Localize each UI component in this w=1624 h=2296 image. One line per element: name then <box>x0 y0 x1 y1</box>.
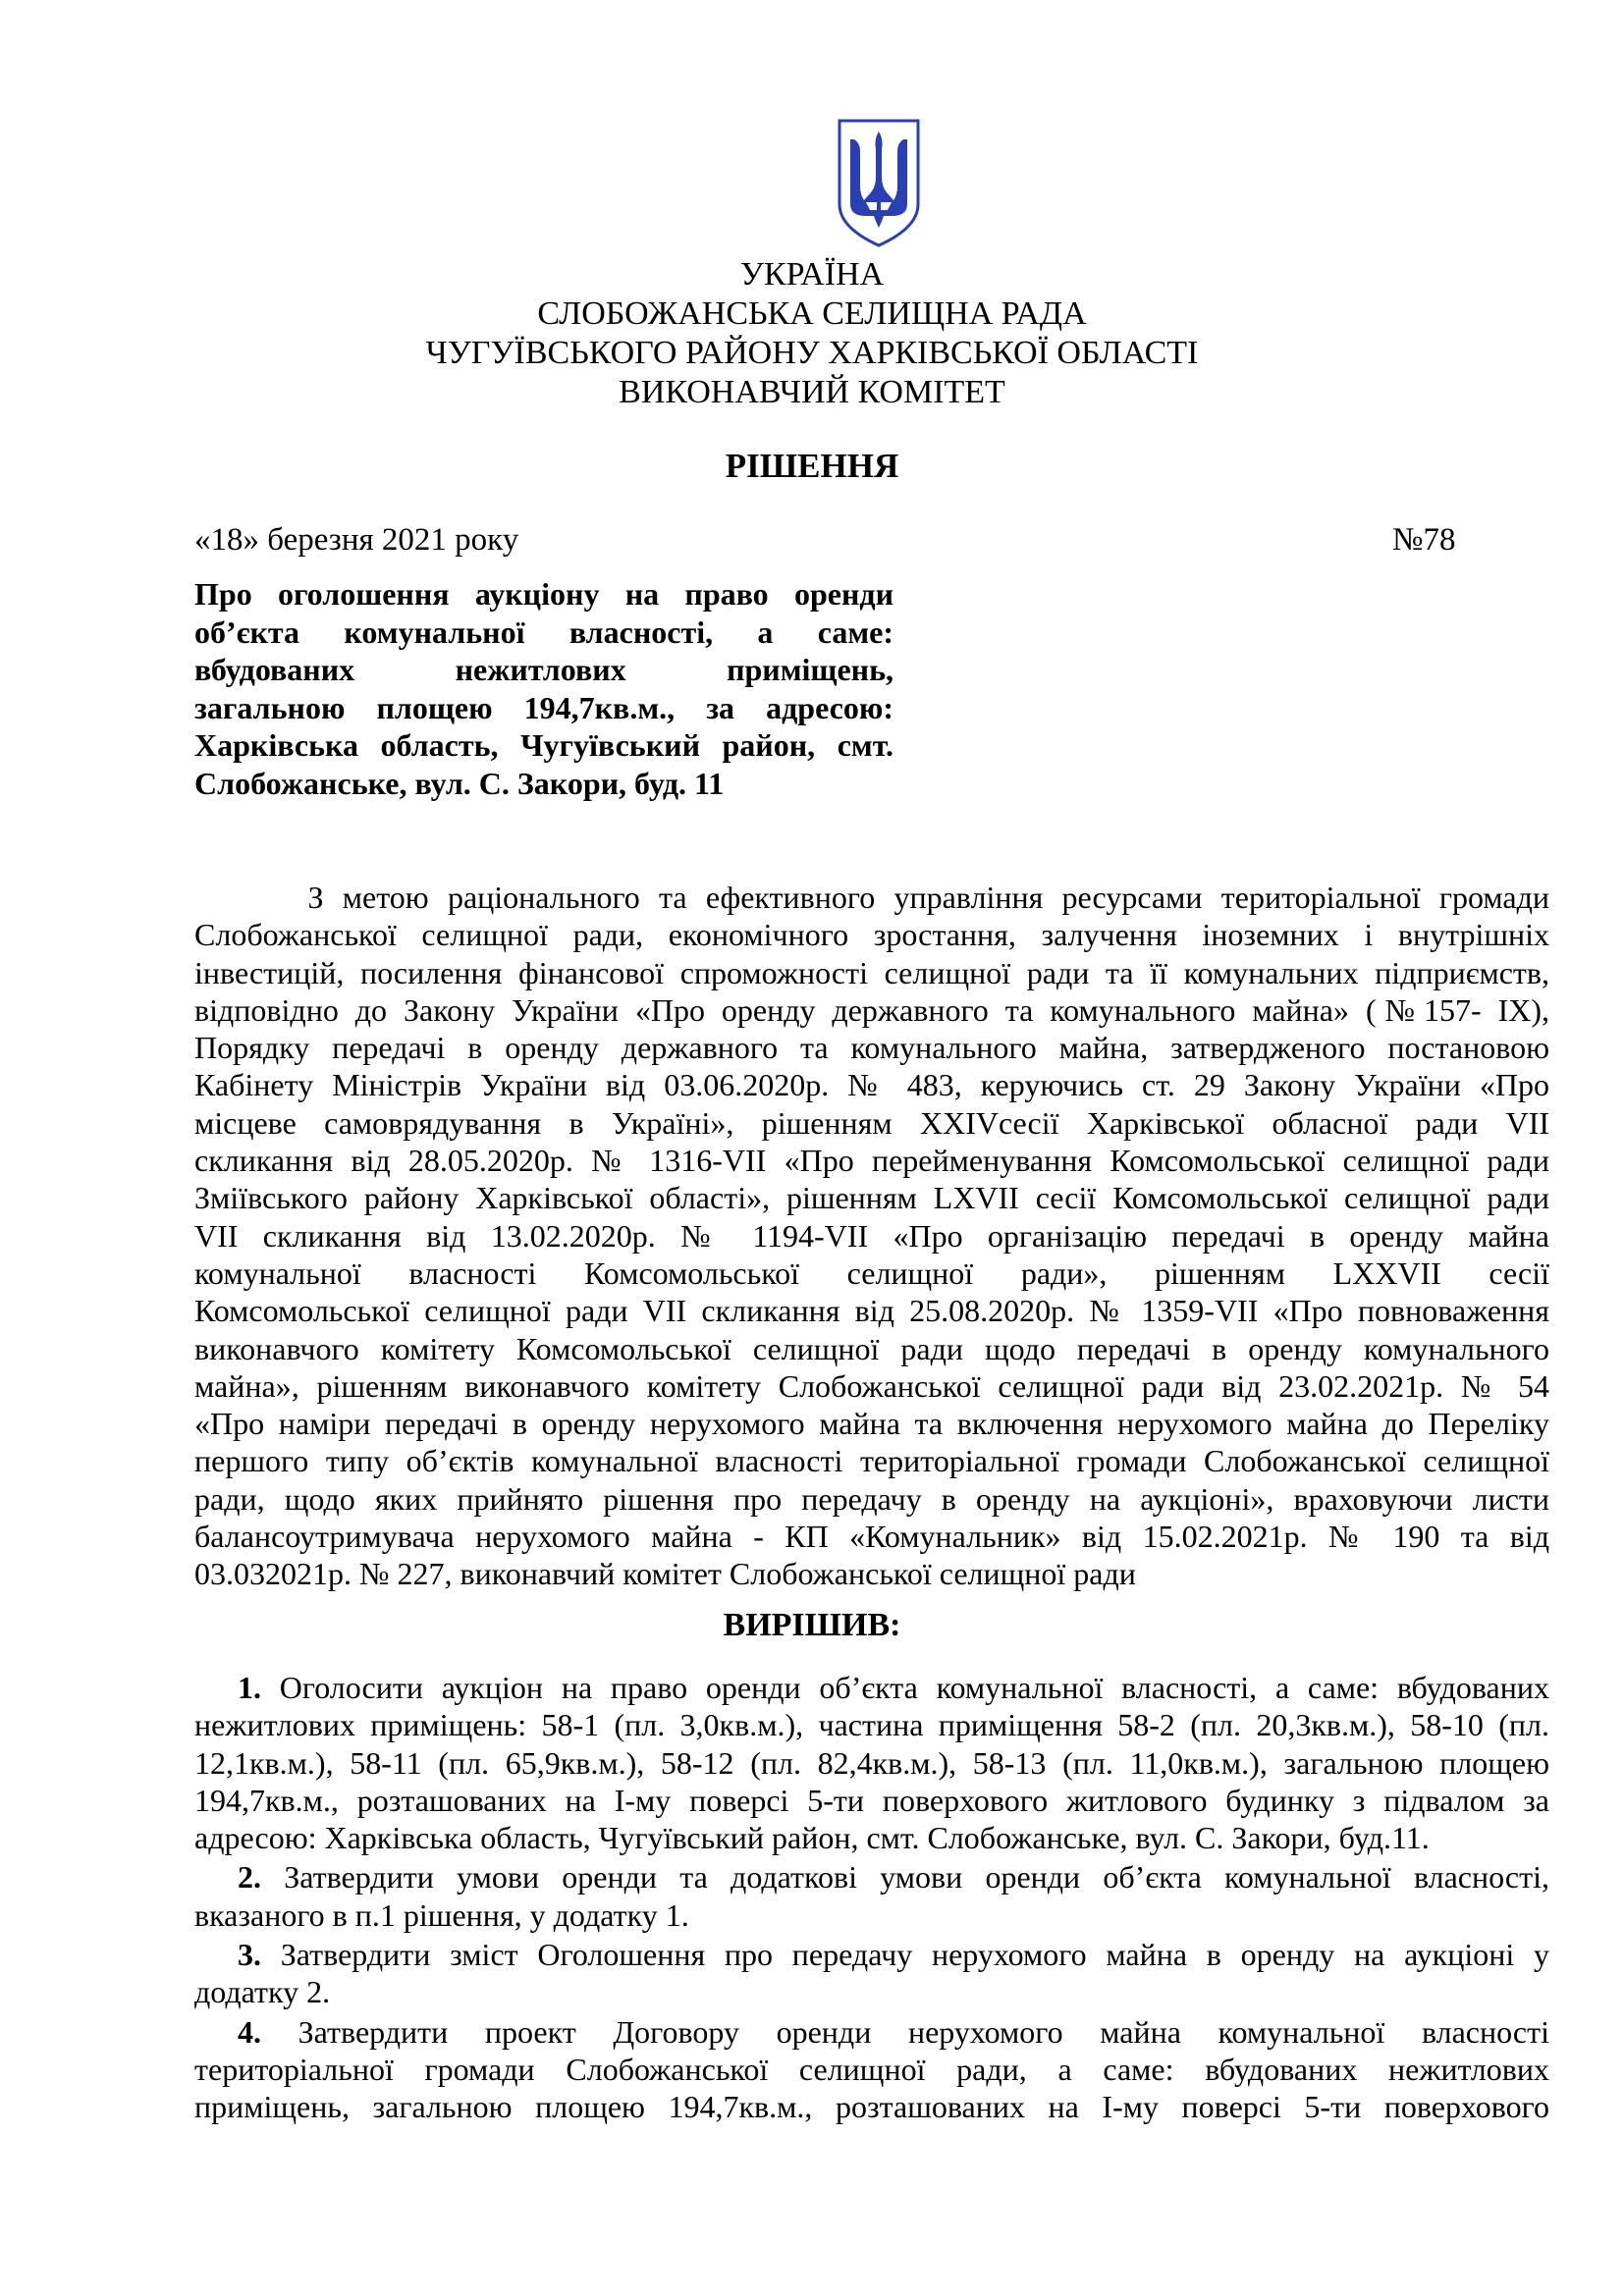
item-line: адресою: Харківська область, Чугуївський район, смт. Слобожанське, вул. С. Закори, буд.11. <box>194 1820 1430 1856</box>
item-line: 194,7кв.м., розташованих на I-му поверсі 5-ти поверхового житлового будинку з підвалом за <box>194 1782 1549 1818</box>
item-first-line <box>194 2013 1549 2051</box>
item-line: територіальної громади Слобожанської селищної ради, а саме: вбудованих нежитлових <box>194 2051 1549 2087</box>
resolved-heading: ВИРІШИВ: <box>723 1607 901 1643</box>
subject-line: об’єкта комунальної власності, а саме: <box>194 614 893 650</box>
item-text: Затвердити умови оренди та додаткові умови оренди об’єкта комунальної власності, <box>261 1859 1549 1896</box>
council-name: СЛОБОЖАНСЬКА СЕЛИЩНА РАДА <box>537 295 1087 332</box>
preamble-line: відповідно до Закону України «Про оренду державного та комунального майна» (№157- IX), <box>194 991 1549 1028</box>
subject-line: Про оголошення аукціону на право оренди <box>194 576 893 612</box>
preamble-line: Кабінету Міністрів України від 03.06.2020р. № 483, керуючись ст. 29 Закону України «Про <box>194 1067 1549 1103</box>
decision-items <box>194 1669 1549 2126</box>
item-text: Оголосити аукціон на право оренди об’єкта комунальної власності, а саме: вбудованих <box>261 1670 1549 1705</box>
subject-line: загальною площею 194,7кв.м., за адресою: <box>194 689 893 725</box>
decision-item <box>194 1858 1549 1934</box>
preamble-line: VII скликання від 13.02.2020р. № 1194-VII «Про організацію передачі в оренду майна <box>194 1217 1549 1254</box>
item-number: 3. <box>238 1937 261 1973</box>
item-text: Затвердити проект Договору оренди нерухомого майна комунальної власності <box>261 2013 1549 2050</box>
item-number: 1. <box>238 1670 261 1705</box>
decision-item <box>194 2013 1549 2126</box>
item-number: 2. <box>238 1859 261 1896</box>
item-text: Затвердити зміст Оголошення про передачу нерухомого майна в оренду на аукціоні у <box>261 1937 1549 1973</box>
committee-name: ВИКОНАВЧИЙ КОМІТЕТ <box>619 374 1005 410</box>
preamble-line: «Про наміри передачі в оренду нерухомого майна та включення нерухомого майна до Переліку <box>194 1406 1549 1442</box>
preamble-line: першого типу об’єктів комунальної власності територіальної громади Слобожанської селищної <box>194 1443 1549 1479</box>
preamble-line: виконавчого комітету Комсомольської селищної ради щодо передачі в оренду комунального <box>194 1330 1549 1366</box>
item-line: додатку 2. <box>194 1974 331 2010</box>
preamble-line: Комсомольської селищної ради VII скликання від 25.08.2020р. № 1359-VII «Про повноваження <box>194 1293 1549 1329</box>
decision-subject <box>194 575 893 802</box>
item-number: 4. <box>238 2013 261 2050</box>
preamble-line: місцеве самоврядування в Україні», рішенням XXIVсесії Харківської обласної ради VII <box>194 1104 1549 1141</box>
preamble-line: ради, щодо яких прийнято рішення про передачу в оренду на аукціоні», враховуючи листи <box>194 1480 1549 1517</box>
preamble-line: балансоутримувача нерухомого майна - КП «Комунальник» від 15.02.2021р. № 190 та від <box>194 1519 1549 1555</box>
item-line: вказаного в п.1 рішення, у додатку 1. <box>194 1896 689 1933</box>
item-first-line <box>194 1858 1549 1896</box>
preamble-line: скликання від 28.05.2020р. № 1316-VII «Про перейменування Комсомольської селищної ради <box>194 1143 1549 1179</box>
item-line: приміщень, загальною площею 194,7кв.м., розташованих на I-му поверсі 5-ти поверхового <box>194 2089 1549 2125</box>
letterhead <box>0 255 1624 412</box>
subject-line: Харківська область, Чугуївський район, смт. <box>194 727 893 763</box>
subject-line: вбудованих нежитлових приміщень, <box>194 652 893 687</box>
preamble-line: Зміївського району Харківської області», рішенням LXVII сесії Комсомольської селищної ради <box>194 1180 1549 1216</box>
preamble-line: Слобожанської селищної ради, економічного зростання, залучення іноземних і внутрішніх <box>194 917 1549 953</box>
item-first-line <box>194 1669 1549 1706</box>
item-line: нежитлових приміщень: 58-1 (пл. 3,0кв.м.), частина приміщення 58-2 (пл. 20,3кв.м.), 58-10 (пл. <box>194 1707 1549 1743</box>
preamble-line: З метою раціонального та ефективного управління ресурсами територіальної громади <box>194 880 1549 915</box>
preamble-line: 03.032021р. № 227, виконавчий комітет Слобожанської селищної ради <box>194 1556 1136 1592</box>
preamble-line: комунальної власності Комсомольської селищної ради», рішенням LXXVII сесії <box>194 1255 1549 1291</box>
subject-line: Слобожанське, вул. С. Закори, буд. 11 <box>194 765 725 801</box>
decision-item <box>194 1669 1549 1856</box>
item-line: 12,1кв.м.), 58-11 (пл. 65,9кв.м.), 58-12 (пл. 82,4кв.м.), 58-13 (пл. 11,0кв.м.), загальною площею <box>194 1744 1549 1781</box>
decision-number: №78 <box>1392 522 1456 558</box>
decision-date: «18» березня 2021 року <box>194 522 519 558</box>
preamble-line: Порядку передачі в оренду державного та комунального майна, затвердженого постановою <box>194 1030 1549 1066</box>
document-title: РІШЕННЯ <box>725 447 899 485</box>
preamble-paragraph <box>194 879 1549 1593</box>
preamble-line: майна», рішенням виконавчого комітету Слобожанської селищної ради від 23.02.2021р. № 54 <box>194 1367 1549 1404</box>
decision-item <box>194 1936 1549 2011</box>
country-name: УКРАЇНА <box>739 256 885 293</box>
item-first-line <box>194 1936 1549 1973</box>
preamble-line: інвестицій, посилення фінансової спроможності селищної ради та її комунальних підприємств, <box>194 954 1549 990</box>
district-name: ЧУГУЇВСЬКОГО РАЙОНУ ХАРКІВСЬКОЇ ОБЛАСТІ <box>425 335 1199 371</box>
coat-of-arms-icon <box>837 118 921 248</box>
